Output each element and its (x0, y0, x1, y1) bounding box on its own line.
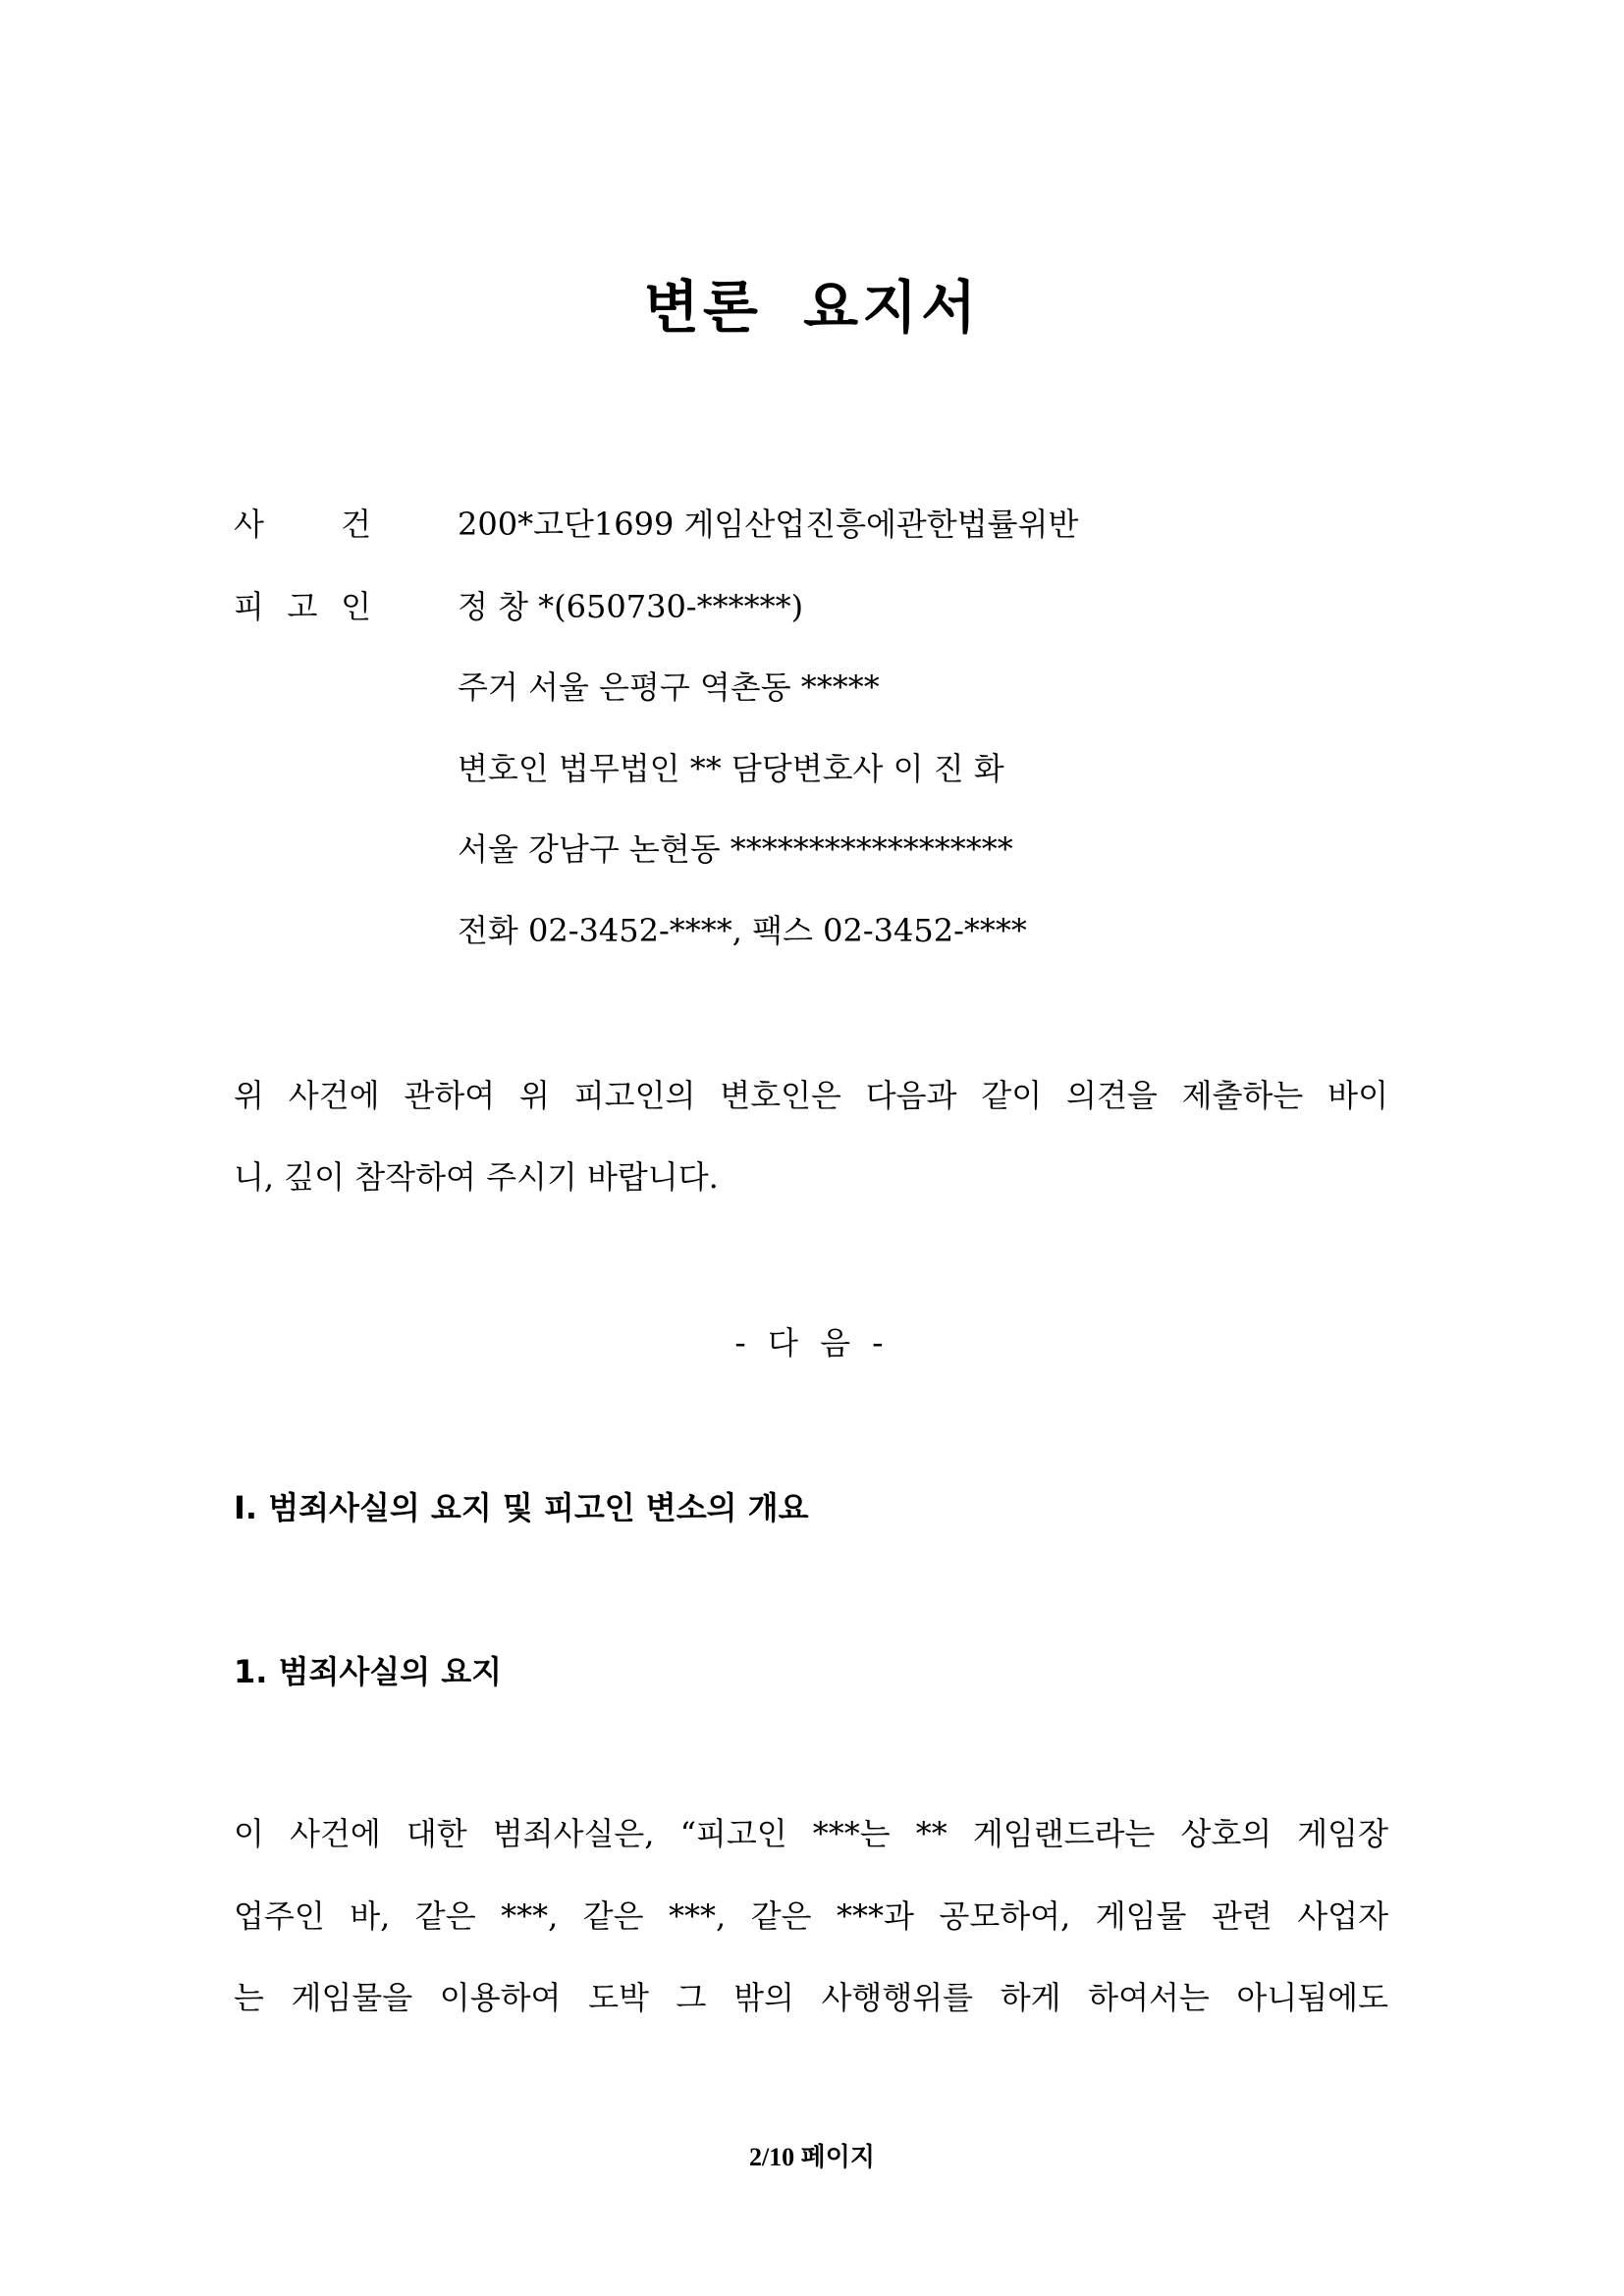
body-line: 이 사건에 대한 범죄사실은, “피고인 ***는 ** 게임랜드라는 상호의 게임장 (234, 1815, 1388, 1852)
case-label (234, 503, 371, 546)
defendant-value: 정 창 *(650730-******) (458, 588, 804, 625)
defendant-label-char: 피 (234, 588, 264, 625)
case-label-char: 사 (234, 506, 264, 543)
document-title: 변론 요지서 (643, 274, 981, 341)
section-heading: Ⅰ. 범죄사실의 요지 및 피고인 변소의 개요 (234, 1489, 809, 1526)
defendant-label-char: 인 (341, 588, 371, 625)
defendant-address: 주거 서울 은평구 역촌동 ***** (458, 668, 880, 706)
case-value: 200*고단1699 게임산업진흥에관한법률위반 (458, 506, 1079, 543)
defendant-label (234, 585, 371, 628)
body-line: 업주인 바, 같은 ***, 같은 ***, 같은 ***과 공모하여, 게임물 관련 사업자 (234, 1897, 1388, 1935)
subsection-heading: 1. 범죄사실의 요지 (234, 1653, 503, 1690)
page-number: 2/10 페이지 (748, 2143, 876, 2171)
intro-line: 위 사건에 관하여 위 피고인의 변호인은 다음과 같이 의견을 제출하는 바이 (234, 1077, 1388, 1114)
counsel-line: 변호인 법무법인 ** 담당변호사 이 진 화 (458, 750, 1004, 787)
case-label-char: 건 (341, 506, 371, 543)
defendant-label-char: 고 (287, 588, 318, 625)
body-line: 는 게임물을 이용하여 도박 그 밖의 사행행위를 하게 하여서는 아니됨에도 (234, 1979, 1388, 2016)
section-divider: - 다 음 - (734, 1324, 890, 1362)
counsel-address: 서울 강남구 논현동 ****************** (458, 830, 1013, 868)
counsel-contact: 전화 02-3452-****, 팩스 02-3452-**** (458, 912, 1027, 949)
intro-line: 니, 깊이 참작하여 주시기 바랍니다. (234, 1158, 719, 1196)
